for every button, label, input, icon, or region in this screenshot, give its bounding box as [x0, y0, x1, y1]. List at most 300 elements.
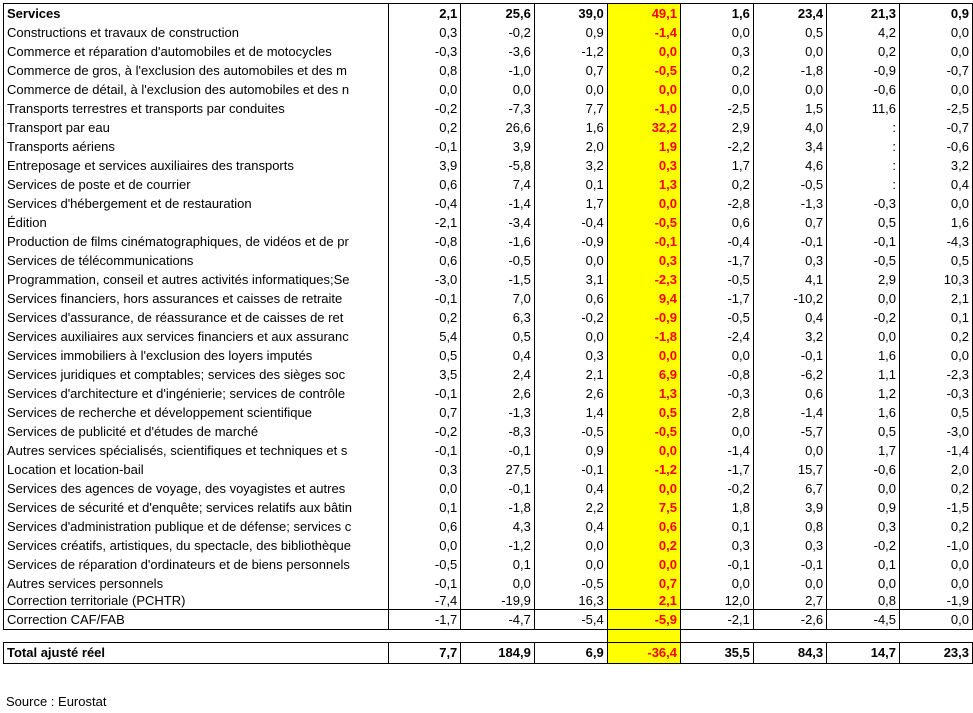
row-label: Entreposage et services auxiliaires des transports [4, 156, 389, 175]
value-cell: 0,2 [388, 308, 461, 327]
value-cell: -19,9 [461, 593, 535, 610]
value-cell: 1,2 [827, 384, 900, 403]
table-row [4, 156, 973, 175]
value-cell: 11,6 [827, 99, 900, 118]
row-label: Transport par eau [4, 118, 389, 137]
highlighted-cell: 9,4 [607, 289, 680, 308]
value-cell: -1,0 [900, 536, 973, 555]
value-cell: -1,3 [753, 194, 826, 213]
row-label: Correction CAF/FAB [4, 610, 389, 630]
table-row [4, 384, 973, 403]
value-cell: 3,9 [388, 156, 461, 175]
table-row [4, 479, 973, 498]
value-cell: -0,1 [388, 574, 461, 593]
highlighted-cell: -36,4 [607, 643, 680, 664]
value-cell: 0,7 [534, 61, 607, 80]
row-label: Édition [4, 213, 389, 232]
value-cell: 0,2 [681, 61, 754, 80]
value-cell: -2,6 [753, 610, 826, 630]
table-row [4, 498, 973, 517]
highlighted-cell: 0,0 [607, 555, 680, 574]
value-cell: 1,1 [827, 365, 900, 384]
highlighted-cell: -5,9 [607, 610, 680, 630]
value-cell: 0,0 [900, 610, 973, 630]
value-cell: 0,0 [681, 23, 754, 42]
table-row [4, 327, 973, 346]
value-cell: 7,0 [461, 289, 535, 308]
value-cell: 1,4 [534, 403, 607, 422]
value-cell: 0,0 [534, 327, 607, 346]
value-cell: -0,5 [681, 308, 754, 327]
value-cell: 0,0 [681, 80, 754, 99]
value-cell: -1,8 [461, 498, 535, 517]
value-cell: 0,3 [388, 23, 461, 42]
value-cell: 2,6 [461, 384, 535, 403]
value-cell: 0,8 [753, 517, 826, 536]
table-row [4, 308, 973, 327]
value-cell: 0,0 [827, 574, 900, 593]
value-cell: 0,8 [827, 593, 900, 610]
value-cell: 0,0 [753, 574, 826, 593]
value-cell: 0,1 [534, 175, 607, 194]
value-cell: 0,0 [900, 346, 973, 365]
value-cell: 1,7 [534, 194, 607, 213]
row-label: Services créatifs, artistiques, du spectacle, des bibliothèque [4, 536, 389, 555]
highlighted-cell: 1,3 [607, 384, 680, 403]
value-cell: -3,6 [461, 42, 535, 61]
value-cell: 0,6 [388, 251, 461, 270]
value-cell: -2,3 [900, 365, 973, 384]
row-label: Services de publicité et d'études de marché [4, 422, 389, 441]
value-cell: 0,5 [827, 213, 900, 232]
row-label: Location et location-bail [4, 460, 389, 479]
value-cell: : [827, 137, 900, 156]
value-cell: -1,6 [461, 232, 535, 251]
value-cell: 6,3 [461, 308, 535, 327]
value-cell: -0,2 [681, 479, 754, 498]
row-label: Services d'hébergement et de restauration [4, 194, 389, 213]
row-label: Services d'assurance, de réassurance et de caisses de ret [4, 308, 389, 327]
value-cell: 3,2 [900, 156, 973, 175]
highlighted-cell: 0,0 [607, 441, 680, 460]
value-cell: 0,3 [681, 536, 754, 555]
value-cell: -0,3 [388, 42, 461, 61]
highlighted-cell: -2,3 [607, 270, 680, 289]
value-cell: 0,5 [827, 422, 900, 441]
value-cell: 2,9 [681, 118, 754, 137]
value-cell: 0,0 [461, 80, 535, 99]
row-label: Services juridiques et comptables; services des sièges soc [4, 365, 389, 384]
value-cell: -1,5 [900, 498, 973, 517]
value-cell: -0,2 [534, 308, 607, 327]
value-cell: 1,7 [681, 156, 754, 175]
row-label: Constructions et travaux de construction [4, 23, 389, 42]
value-cell: 0,5 [388, 346, 461, 365]
value-cell: -0,6 [827, 80, 900, 99]
value-cell: 0,4 [534, 517, 607, 536]
table-row [4, 441, 973, 460]
row-label: Autres services spécialisés, scientifiques et techniques et s [4, 441, 389, 460]
table-row [4, 610, 973, 630]
value-cell: 0,6 [753, 384, 826, 403]
value-cell: 7,7 [388, 643, 461, 664]
table-row [4, 80, 973, 99]
row-label: Transports aériens [4, 137, 389, 156]
value-cell: 0,3 [753, 251, 826, 270]
value-cell: 0,3 [388, 460, 461, 479]
table-row [4, 517, 973, 536]
value-cell: 26,6 [461, 118, 535, 137]
value-cell: -0,3 [827, 194, 900, 213]
highlighted-cell: -0,9 [607, 308, 680, 327]
spacer-cell [607, 630, 680, 643]
row-label: Services d'administration publique et de défense; services c [4, 517, 389, 536]
value-cell: 0,2 [900, 517, 973, 536]
value-cell: -0,2 [827, 308, 900, 327]
value-cell: 4,3 [461, 517, 535, 536]
value-cell: -2,1 [681, 610, 754, 630]
value-cell: -0,5 [461, 251, 535, 270]
highlighted-cell: -1,8 [607, 327, 680, 346]
highlighted-cell: -0,1 [607, 232, 680, 251]
table-row [4, 422, 973, 441]
value-cell: -1,7 [388, 610, 461, 630]
value-cell: 0,3 [827, 517, 900, 536]
value-cell: 0,1 [461, 555, 535, 574]
value-cell: -5,8 [461, 156, 535, 175]
value-cell: -1,2 [534, 42, 607, 61]
value-cell: -7,4 [388, 593, 461, 610]
table-row [4, 289, 973, 308]
value-cell: -0,5 [534, 422, 607, 441]
highlighted-cell: -1,4 [607, 23, 680, 42]
value-cell: 21,3 [827, 4, 900, 24]
value-cell: 7,4 [461, 175, 535, 194]
value-cell: 15,7 [753, 460, 826, 479]
table-row [4, 175, 973, 194]
value-cell: 2,7 [753, 593, 826, 610]
value-cell: -0,5 [681, 270, 754, 289]
value-cell: -8,3 [461, 422, 535, 441]
value-cell: 0,0 [681, 422, 754, 441]
value-cell: -0,2 [827, 536, 900, 555]
value-cell: -0,4 [388, 194, 461, 213]
value-cell: -0,1 [753, 346, 826, 365]
value-cell: -1,2 [461, 536, 535, 555]
value-cell: 0,0 [827, 289, 900, 308]
value-cell: 0,0 [900, 80, 973, 99]
value-cell: -4,7 [461, 610, 535, 630]
value-cell: 6,9 [534, 643, 607, 664]
spacer-cell [4, 630, 389, 643]
value-cell: -0,1 [534, 460, 607, 479]
spacer-cell [900, 630, 973, 643]
row-label: Services de recherche et développement scientifique [4, 403, 389, 422]
highlighted-cell: 0,2 [607, 536, 680, 555]
value-cell: 0,9 [534, 441, 607, 460]
table-row [4, 555, 973, 574]
value-cell: 3,9 [753, 498, 826, 517]
value-cell: 1,8 [681, 498, 754, 517]
value-cell: 0,6 [534, 289, 607, 308]
table-row [4, 213, 973, 232]
value-cell: 0,0 [827, 479, 900, 498]
value-cell: -2,2 [681, 137, 754, 156]
value-cell: 1,5 [753, 99, 826, 118]
value-cell: -0,9 [534, 232, 607, 251]
highlighted-cell: 0,7 [607, 574, 680, 593]
table-row [4, 403, 973, 422]
value-cell: 0,6 [388, 517, 461, 536]
row-label: Services de télécommunications [4, 251, 389, 270]
row-label: Commerce et réparation d'automobiles et de motocycles [4, 42, 389, 61]
row-label: Correction territoriale (PCHTR) [4, 593, 389, 610]
value-cell: 2,9 [827, 270, 900, 289]
table-row [4, 232, 973, 251]
value-cell: 25,6 [461, 4, 535, 24]
value-cell: 16,3 [534, 593, 607, 610]
value-cell: -0,3 [681, 384, 754, 403]
value-cell: : [827, 118, 900, 137]
value-cell: -7,3 [461, 99, 535, 118]
row-label: Services immobiliers à l'exclusion des loyers imputés [4, 346, 389, 365]
highlighted-cell: 0,6 [607, 517, 680, 536]
value-cell: 35,5 [681, 643, 754, 664]
value-cell: 0,0 [753, 80, 826, 99]
value-cell: 0,0 [681, 574, 754, 593]
table-row [4, 593, 973, 610]
value-cell: -0,1 [388, 441, 461, 460]
value-cell: -0,2 [461, 23, 535, 42]
value-cell: 0,2 [827, 42, 900, 61]
row-label: Services de réparation d'ordinateurs et de biens personnels [4, 555, 389, 574]
value-cell: 0,5 [461, 327, 535, 346]
value-cell: 0,1 [900, 308, 973, 327]
table-row [4, 536, 973, 555]
value-cell: 0,0 [681, 346, 754, 365]
highlighted-cell: 7,5 [607, 498, 680, 517]
highlighted-cell: 1,9 [607, 137, 680, 156]
row-label: Autres services personnels [4, 574, 389, 593]
value-cell: -1,8 [753, 61, 826, 80]
table-row [4, 574, 973, 593]
value-cell: 2,4 [461, 365, 535, 384]
value-cell: -3,0 [388, 270, 461, 289]
highlighted-cell: 2,1 [607, 593, 680, 610]
value-cell: 2,1 [534, 365, 607, 384]
row-label: Total ajusté réel [4, 643, 389, 664]
value-cell: 4,2 [827, 23, 900, 42]
highlighted-cell: -1,2 [607, 460, 680, 479]
value-cell: 3,2 [534, 156, 607, 175]
value-cell: -0,4 [681, 232, 754, 251]
highlighted-cell: -0,5 [607, 61, 680, 80]
value-cell: 0,1 [388, 498, 461, 517]
value-cell: 1,6 [900, 213, 973, 232]
table-row [4, 270, 973, 289]
value-cell: 0,1 [827, 555, 900, 574]
value-cell: 0,2 [681, 175, 754, 194]
value-cell: 3,5 [388, 365, 461, 384]
value-cell: 0,8 [388, 61, 461, 80]
highlighted-cell: 0,5 [607, 403, 680, 422]
value-cell: 0,6 [388, 175, 461, 194]
table-row [4, 346, 973, 365]
value-cell: 0,7 [753, 213, 826, 232]
data-table [3, 3, 973, 664]
table-row [4, 99, 973, 118]
value-cell: -0,9 [827, 61, 900, 80]
value-cell: 0,2 [900, 479, 973, 498]
value-cell: 0,0 [388, 80, 461, 99]
value-cell: : [827, 156, 900, 175]
row-label: Services des agences de voyage, des voyagistes et autres [4, 479, 389, 498]
value-cell: -4,5 [827, 610, 900, 630]
value-cell: 0,0 [900, 23, 973, 42]
value-cell: -2,5 [900, 99, 973, 118]
row-label: Services auxiliaires aux services financiers et aux assuranc [4, 327, 389, 346]
spacer-cell [681, 630, 754, 643]
highlighted-cell: -0,5 [607, 422, 680, 441]
value-cell: 0,2 [900, 327, 973, 346]
value-cell: -1,7 [681, 460, 754, 479]
spacer-cell [388, 630, 461, 643]
value-cell: 12,0 [681, 593, 754, 610]
value-cell: 0,0 [753, 42, 826, 61]
value-cell: -5,4 [534, 610, 607, 630]
value-cell: -2,8 [681, 194, 754, 213]
value-cell: -2,4 [681, 327, 754, 346]
table-row [4, 61, 973, 80]
highlighted-cell: 1,3 [607, 175, 680, 194]
value-cell: -0,5 [388, 555, 461, 574]
value-cell: 0,0 [534, 80, 607, 99]
value-cell: 0,9 [534, 23, 607, 42]
table-row [4, 460, 973, 479]
value-cell: -1,3 [461, 403, 535, 422]
value-cell: 0,2 [388, 118, 461, 137]
value-cell: 2,6 [534, 384, 607, 403]
value-cell: -0,1 [461, 441, 535, 460]
table-row [4, 643, 973, 664]
value-cell: 0,3 [534, 346, 607, 365]
highlighted-cell: 0,0 [607, 194, 680, 213]
value-cell: -3,0 [900, 422, 973, 441]
value-cell: 23,4 [753, 4, 826, 24]
value-cell: 1,6 [534, 118, 607, 137]
value-cell: 5,4 [388, 327, 461, 346]
value-cell: -1,4 [753, 403, 826, 422]
value-cell: 10,3 [900, 270, 973, 289]
value-cell: 0,3 [753, 536, 826, 555]
value-cell: 0,0 [827, 327, 900, 346]
highlighted-cell: 0,3 [607, 156, 680, 175]
value-cell: -2,1 [388, 213, 461, 232]
value-cell: 1,6 [827, 403, 900, 422]
row-label: Services d'architecture et d'ingénierie; services de contrôle [4, 384, 389, 403]
value-cell: 0,1 [681, 517, 754, 536]
value-cell: -1,5 [461, 270, 535, 289]
value-cell: -0,1 [388, 289, 461, 308]
value-cell: -1,4 [681, 441, 754, 460]
table-row [4, 42, 973, 61]
value-cell: -1,0 [461, 61, 535, 80]
value-cell: 3,1 [534, 270, 607, 289]
value-cell: 0,0 [534, 251, 607, 270]
highlighted-cell: 32,2 [607, 118, 680, 137]
value-cell: 3,4 [753, 137, 826, 156]
value-cell: 0,5 [753, 23, 826, 42]
value-cell: 0,3 [681, 42, 754, 61]
value-cell: 0,0 [534, 536, 607, 555]
highlighted-cell: 49,1 [607, 4, 680, 24]
highlighted-cell: 0,0 [607, 42, 680, 61]
table-row [4, 251, 973, 270]
value-cell: 1,7 [827, 441, 900, 460]
value-cell: 0,0 [461, 574, 535, 593]
value-cell: 0,6 [681, 213, 754, 232]
value-cell: 0,0 [753, 441, 826, 460]
spacer-cell [827, 630, 900, 643]
value-cell: 4,1 [753, 270, 826, 289]
highlighted-cell: 0,3 [607, 251, 680, 270]
value-cell: 0,0 [388, 479, 461, 498]
value-cell: 4,0 [753, 118, 826, 137]
spacer-cell [753, 630, 826, 643]
value-cell: -3,4 [461, 213, 535, 232]
row-label: Commerce de gros, à l'exclusion des automobiles et des m [4, 61, 389, 80]
spacer-row [4, 630, 973, 643]
value-cell: -0,1 [461, 479, 535, 498]
value-cell: 0,4 [534, 479, 607, 498]
value-cell: 2,0 [534, 137, 607, 156]
value-cell: -1,7 [681, 251, 754, 270]
row-label: Programmation, conseil et autres activités informatiques;Se [4, 270, 389, 289]
value-cell: -1,9 [900, 593, 973, 610]
value-cell: 0,4 [900, 175, 973, 194]
value-cell: 14,7 [827, 643, 900, 664]
value-cell: 39,0 [534, 4, 607, 24]
value-cell: 1,6 [827, 346, 900, 365]
value-cell: -2,5 [681, 99, 754, 118]
table-row [4, 118, 973, 137]
row-label: Commerce de détail, à l'exclusion des automobiles et des n [4, 80, 389, 99]
value-cell: 0,7 [388, 403, 461, 422]
value-cell: -0,1 [753, 232, 826, 251]
value-cell: -4,3 [900, 232, 973, 251]
row-label: Services [4, 4, 389, 24]
value-cell: -0,5 [827, 251, 900, 270]
value-cell: 7,7 [534, 99, 607, 118]
value-cell: 6,7 [753, 479, 826, 498]
row-label: Production de films cinématographiques, de vidéos et de pr [4, 232, 389, 251]
value-cell: -0,1 [388, 384, 461, 403]
row-label: Services de sécurité et d'enquête; services relatifs aux bâtin [4, 498, 389, 517]
source-note: Source : Eurostat [6, 694, 107, 709]
value-cell: -0,2 [388, 422, 461, 441]
value-cell: 0,9 [900, 4, 973, 24]
value-cell: 23,3 [900, 643, 973, 664]
value-cell: 0,0 [900, 42, 973, 61]
table-row [4, 365, 973, 384]
value-cell: 3,9 [461, 137, 535, 156]
value-cell: 0,0 [900, 194, 973, 213]
value-cell: -0,6 [827, 460, 900, 479]
table-row [4, 194, 973, 213]
value-cell: 0,0 [900, 555, 973, 574]
value-cell: -0,5 [534, 574, 607, 593]
value-cell: 0,9 [827, 498, 900, 517]
